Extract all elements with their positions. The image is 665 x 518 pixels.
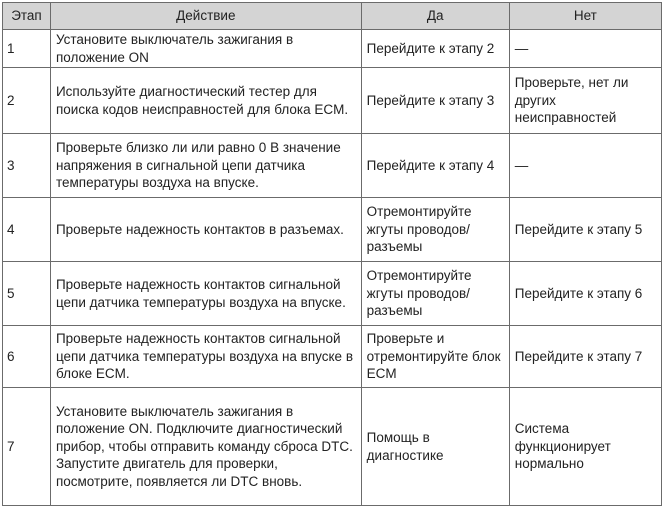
table-row: [3, 326, 662, 388]
action-text: Установите выключатель зажигания в положение ON. Подключите диагностический прибор, чтобы отправить команду сброса DTC. Запустите двигатель для проверки, посмотрите, появляется ли DTC вновь.: [50, 388, 361, 506]
diagnostic-table: [2, 2, 662, 506]
header-yes: Да: [361, 3, 509, 30]
no-result: Перейдите к этапу 6: [509, 262, 661, 326]
yes-result: Проверьте и отремонтируйте блок ECM: [361, 326, 509, 388]
step-number: 2: [3, 68, 51, 134]
step-number: 1: [3, 30, 51, 68]
table-row: [3, 198, 662, 262]
step-number: 6: [3, 326, 51, 388]
yes-result: Перейдите к этапу 4: [361, 134, 509, 198]
action-text: Установите выключатель зажигания в положение ON: [50, 30, 361, 68]
header-no: Нет: [509, 3, 661, 30]
yes-result: Перейдите к этапу 3: [361, 68, 509, 134]
table-row: [3, 388, 662, 506]
yes-result: Перейдите к этапу 2: [361, 30, 509, 68]
table-row: [3, 68, 662, 134]
no-result: —: [509, 30, 661, 68]
yes-result: Отремонтируйте жгуты проводов/разъемы: [361, 262, 509, 326]
no-result: —: [509, 134, 661, 198]
step-number: 5: [3, 262, 51, 326]
table-row: [3, 134, 662, 198]
no-result: Перейдите к этапу 7: [509, 326, 661, 388]
header-action: Действие: [50, 3, 361, 30]
no-result: Перейдите к этапу 5: [509, 198, 661, 262]
header-row: [3, 3, 662, 30]
action-text: Проверьте близко ли или равно 0 В значение напряжения в сигнальной цепи датчика температуры воздуха на впуске.: [50, 134, 361, 198]
yes-result: Отремонтируйте жгуты проводов/разъемы: [361, 198, 509, 262]
action-text: Используйте диагностический тестер для поиска кодов неисправностей для блока ECM.: [50, 68, 361, 134]
action-text: Проверьте надежность контактов сигнальной цепи датчика температуры воздуха на впуске.: [50, 262, 361, 326]
step-number: 7: [3, 388, 51, 506]
header-step: Этап: [3, 3, 51, 30]
table-row: [3, 30, 662, 68]
action-text: Проверьте надежность контактов в разъемах.: [50, 198, 361, 262]
action-text: Проверьте надежность контактов сигнальной цепи датчика температуры воздуха на впуске в блоке ECM.: [50, 326, 361, 388]
step-number: 3: [3, 134, 51, 198]
no-result: Проверьте, нет ли других неисправностей: [509, 68, 661, 134]
table-row: [3, 262, 662, 326]
step-number: 4: [3, 198, 51, 262]
yes-result: Помощь в диагностике: [361, 388, 509, 506]
no-result: Система функционирует нормально: [509, 388, 661, 506]
